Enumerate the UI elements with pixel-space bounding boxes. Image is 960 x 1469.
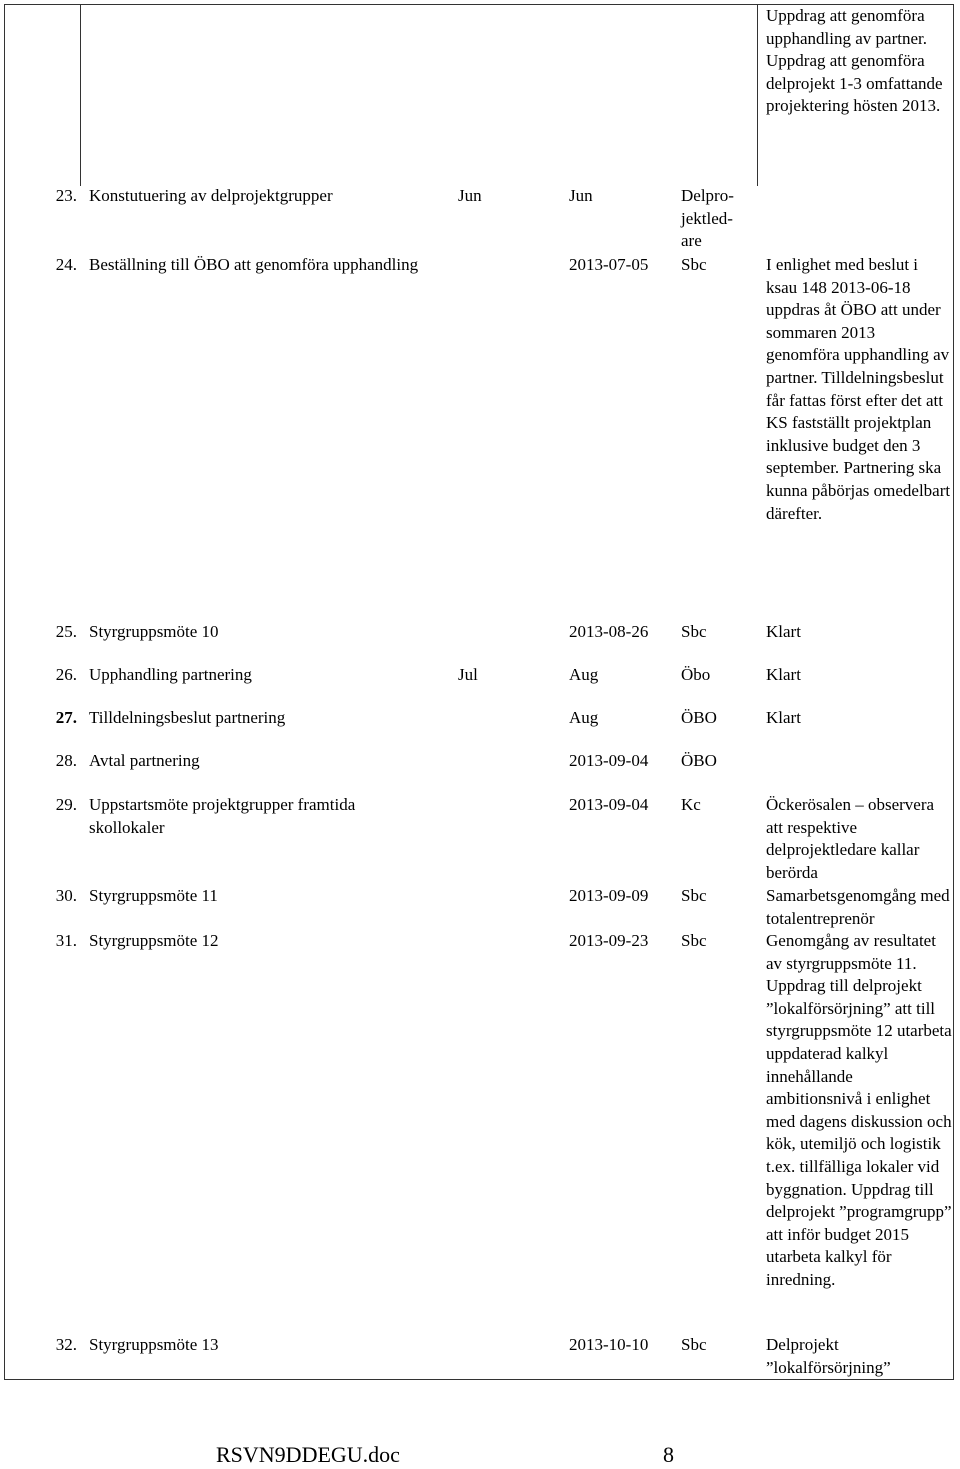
responsible-text: Sbc — [681, 255, 707, 274]
row-number: 29. — [55, 795, 77, 814]
end-date: 2013-09-04 — [569, 795, 649, 814]
end-date: 2013-09-04 — [569, 751, 649, 770]
activity-text: Styrgruppsmöte 12 — [89, 931, 219, 950]
comment-text: Klart — [766, 665, 801, 684]
end-date: Aug — [569, 665, 599, 684]
start-month: Jul — [458, 665, 478, 684]
end-date: 2013-10-10 — [569, 1335, 649, 1354]
end-date: 2013-09-23 — [569, 931, 649, 950]
comment-text: Delprojekt ”lokalförsörjning” — [766, 1335, 891, 1377]
responsible-text: ÖBO — [681, 708, 717, 727]
responsible-text: ÖBO — [681, 751, 717, 770]
row-number: 23. — [55, 186, 77, 205]
activity-text: Styrgruppsmöte 11 — [89, 886, 218, 905]
row-number: 32. — [55, 1335, 77, 1354]
activity-text: Konstutuering av delprojektgrupper — [89, 186, 333, 205]
end-date: 2013-09-09 — [569, 886, 649, 905]
top-comment: Uppdrag att genomföra upphandling av partner. Uppdrag att genomföra delprojekt 1-3 omfattande projektering hösten 2013. — [766, 6, 943, 116]
activity-text: Upphandling partnering — [89, 665, 252, 684]
row-number: 27. — [55, 708, 77, 727]
activity-text: Styrgruppsmöte 13 — [89, 1335, 219, 1354]
responsible-text: Kc — [681, 795, 701, 814]
activity-text: Avtal partnering — [89, 751, 200, 770]
row-number: 31. — [55, 931, 77, 950]
row-number: 24. — [55, 255, 77, 274]
start-month: Jun — [458, 186, 482, 205]
comment-text: Genomgång av resultatet av styrgruppsmöte 11. Uppdrag till delprojekt ”lokalförsörjning” att till styrgruppsmöte 12 utarbeta uppdaterad kalkyl innehållande ambitionsnivå i enlighet med dagens diskussion och kök, utemiljö och logistik t.ex. tillfälliga lokaler vid byggnation. Uppdrag till delprojekt ”programgrupp” att inför budget 2015 utarbeta kalkyl för inredning. — [766, 931, 952, 1289]
responsible-text: Sbc — [681, 886, 707, 905]
comment-text: Samarbetsgenomgång med totalentreprenör — [766, 886, 950, 928]
responsible-text: Öbo — [681, 665, 711, 684]
end-date: 2013-07-05 — [569, 255, 649, 274]
activity-text: Uppstartsmöte projektgrupper framtida skollokaler — [89, 795, 356, 837]
row-number: 26. — [55, 665, 77, 684]
end-date: Aug — [569, 708, 599, 727]
activity-text: Beställning till ÖBO att genomföra upphandling — [89, 255, 419, 274]
column-divider — [80, 4, 81, 186]
row-number: 25. — [55, 622, 77, 641]
responsible-text: Sbc — [681, 1335, 707, 1354]
end-date: 2013-08-26 — [569, 622, 649, 641]
footer-page-number: 8 — [663, 1442, 674, 1467]
responsible-text: Delpro-jektled-are — [681, 186, 734, 251]
comment-text: Klart — [766, 622, 801, 641]
row-number: 28. — [55, 751, 77, 770]
end-date: Jun — [569, 186, 593, 205]
comment-text: Öckerösalen – observera att respektive delprojektledare kallar berörda — [766, 795, 935, 882]
comment-text: Klart — [766, 708, 801, 727]
column-divider — [757, 4, 758, 186]
row-number: 30. — [55, 886, 77, 905]
responsible-text: Sbc — [681, 931, 707, 950]
activity-text: Tilldelningsbeslut partnering — [89, 708, 286, 727]
footer-filename: RSVN9DDEGU.doc — [216, 1442, 400, 1467]
responsible-text: Sbc — [681, 622, 707, 641]
activity-text: Styrgruppsmöte 10 — [89, 622, 219, 641]
comment-text: I enlighet med beslut i ksau 148 2013-06-18 uppdras åt ÖBO att under sommaren 2013 genomföra upphandling av partner. Tilldelningsbeslut får fattas först efter det att KS fastställt projektplan inklusive budget den 3 september. Partnering ska kunna påbörjas omedelbart därefter. — [766, 255, 951, 523]
